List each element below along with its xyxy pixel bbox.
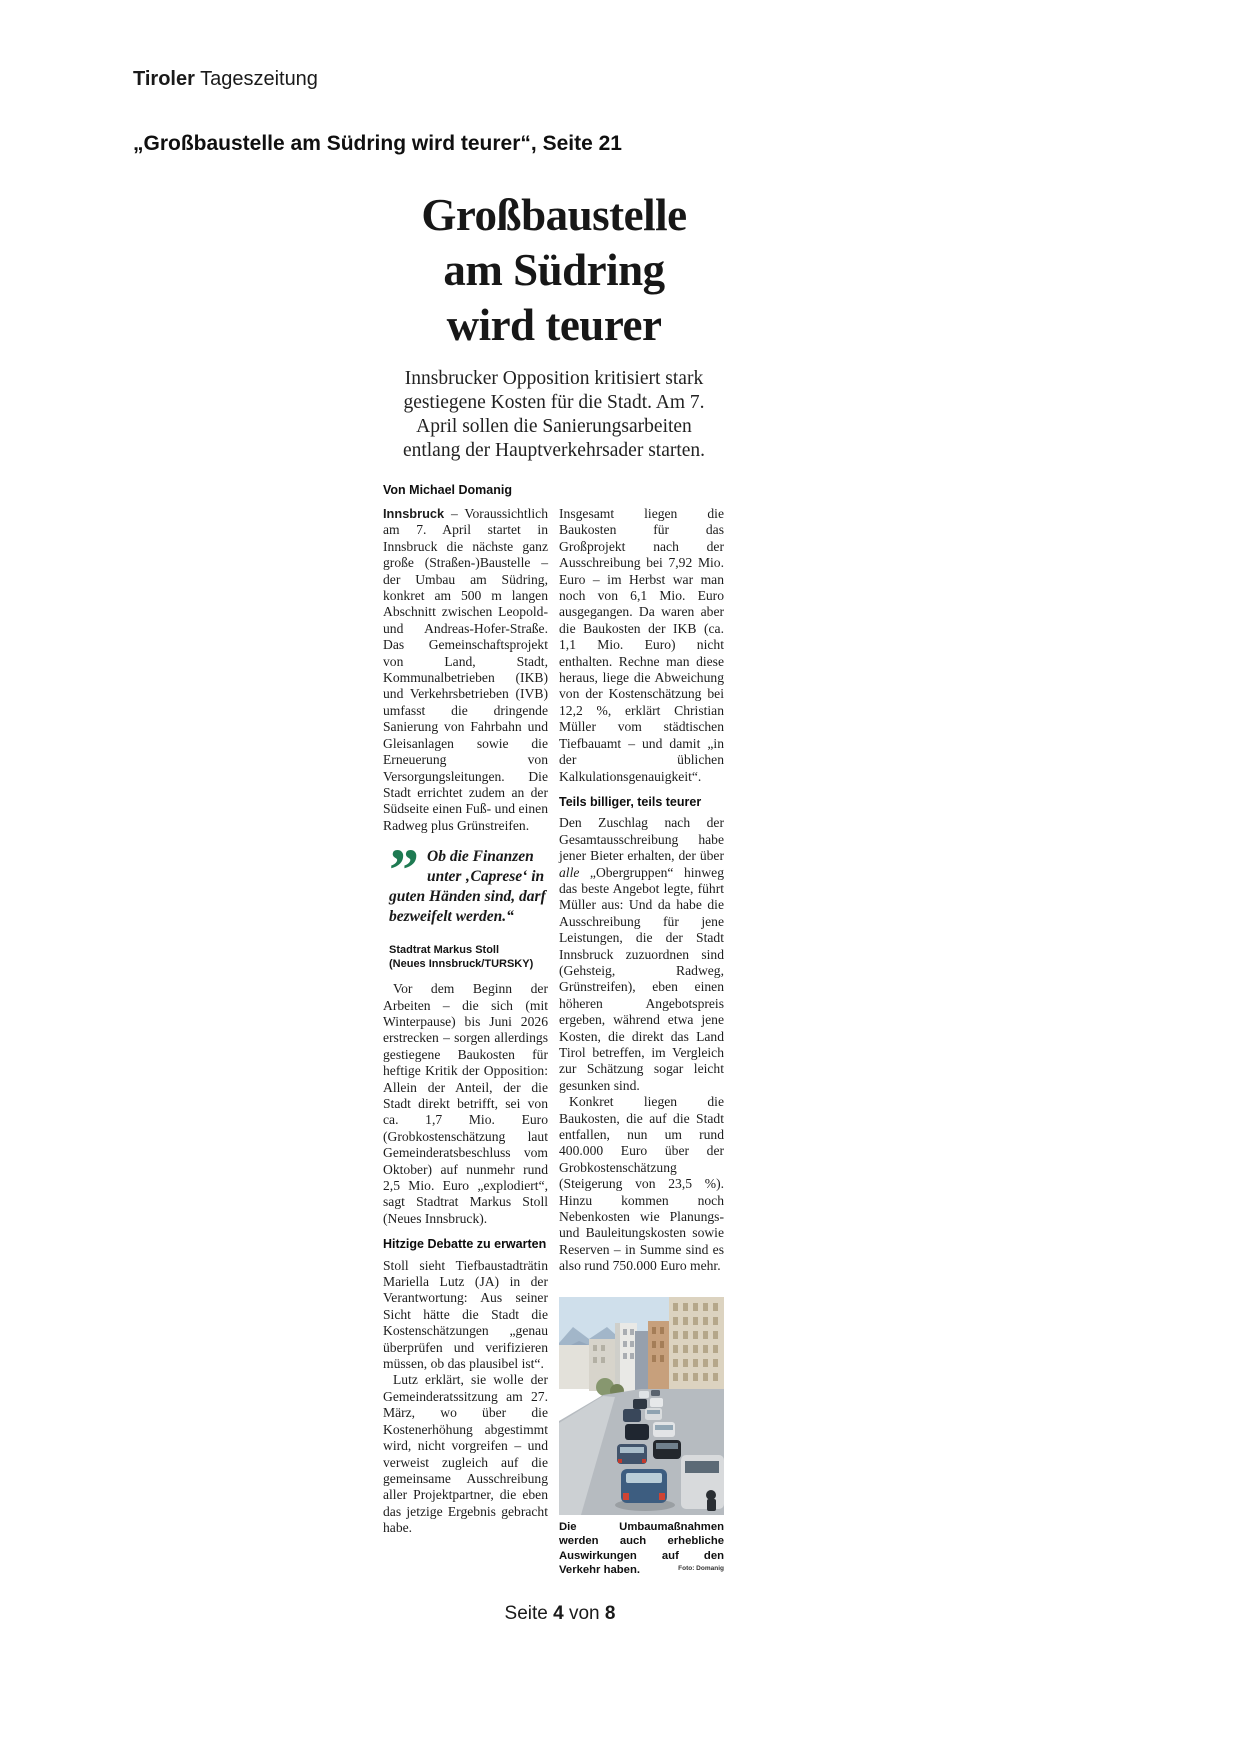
pull-quote-attribution-name: Stadtrat Markus Stoll: [389, 944, 500, 957]
body-paragraph: [559, 815, 724, 1094]
photo-credit: Foto: Domanig: [678, 1565, 724, 1573]
footer-label-page: Seite: [504, 1603, 548, 1624]
section-subhead-debatte: Hitzige Debatte zu erwarten: [383, 1237, 547, 1252]
pull-quote: [383, 837, 548, 971]
masthead-brand-rest: Tageszeitung: [194, 68, 318, 90]
clipping-title: „Großbaustelle am Südring wird teurer“, Seite 21: [133, 132, 622, 155]
photo-caption: [559, 1520, 724, 1578]
footer-label-of: von: [568, 1603, 605, 1624]
headline-line-2: am Südring: [443, 245, 665, 295]
page-footer: [0, 1603, 1120, 1625]
body-paragraph: Vor dem Beginn der Arbeiten – die sich (mit Winterpause) bis Juni 2026 erstrecken – sorgen allerdings gestiegene Baukosten für heftige Kritik der Opposition: Allein der Anteil, der die Stadt direkt betrifft, sei von ca. 1,7 Mio. Euro (Grobkostenschätzung laut Gemeinderatsbeschluss vom Oktober) auf nunmehr rund 2,5 Mio. Euro „explodiert“, sagt Stadtrat Markus Stoll (Neues Innsbruck).: [383, 981, 548, 1226]
photo-caption-text: Die Umbaumaßnahmen werden auch erhebliche Auswirkungen auf den Verkehr haben.: [559, 1520, 724, 1577]
pull-quote-attribution: [389, 943, 548, 971]
footer-page-total: 8: [604, 1603, 616, 1624]
masthead: [133, 68, 318, 91]
traffic-photo-graphic: [559, 1297, 724, 1515]
traffic-photo: [559, 1297, 724, 1515]
body-paragraph-italic: alle: [559, 864, 580, 880]
lead-paragraph: [383, 506, 548, 834]
pull-quote-attribution-org: (Neues Innsbruck/TURSKY): [389, 958, 534, 971]
article-columns: [383, 506, 725, 1578]
section-subhead-billiger: Teils billiger, teils teurer: [559, 794, 702, 809]
footer-page-current: 4: [553, 1603, 564, 1624]
body-paragraph: Stoll sieht Tiefbaustadträtin Mariella Lutz (JA) in der Verantwortung: Aus seiner Sicht hätte die Stadt die Kostenschätzungen „genau überprüfen und verifizieren müssen, ob das plausibel ist“.: [383, 1257, 548, 1372]
headline-line-3: wird teurer: [446, 300, 662, 350]
article-clipping: [383, 188, 725, 1578]
column-right: [559, 506, 724, 1578]
article-headline: [383, 188, 725, 353]
lead-paragraph-text: – Voraussichtlich am 7. April startet in Innsbruck die nächste ganz große (Straßen-)Baustelle – der Umbau am Südring, konkret am 500 m langen Abschnitt zwischen Leopold- und Andreas-Hofer-Straße. Das Gemeinschaftsprojekt von Land, Stadt, Kommunalbetrieben (IKB) und Verkehrsbetrieben (IVB) umfasst die dringende Sanierung von Fahrbahn und Gleisanlagen sowie die Erneuerung von Versorgungsleitungen. Die Stadt errichtet zudem an der Südseite einen Fuß- und einen Radweg plus Grünstreifen.: [383, 506, 548, 833]
body-paragraph: Lutz erklärt, sie wolle der Gemeinderatssitzung am 27. März, wo über die Kostenerhöhung abgestimmt wird, nicht vorgreifen – und verweist zugleich auf die gemeinsame Ausschreibung aller Projektpartner, die eben das jetzige Ergebnis gebracht habe.: [383, 1372, 548, 1536]
body-paragraph: Insgesamt liegen die Baukosten für das Großprojekt nach der Ausschreibung bei 7,92 Mio. Euro – im Herbst war man noch von 6,1 Mio. Euro ausgegangen. Da waren aber die Baukosten der IKB (ca. 1,1 Mio. Euro) nicht enthalten. Rechne man diese heraus, liege die Abweichung von der Kostenschätzung bei 12,2 %, erklärt Christian Müller vom städtischen Tiefbauamt – und damit „in der üblichen Kalkulationsgenauigkeit“.: [559, 506, 724, 784]
body-paragraph: Konkret liegen die Baukosten, die auf die Stadt entfallen, nun um rund 400.000 Euro über der Grobkostenschätzung (Steigerung von 23,5 %). Hinzu kommen noch Nebenkosten wie Planungs- und Bauleitungskosten sowie Reserven – in Summe sind es also rund 750.000 Euro mehr.: [559, 1094, 724, 1274]
lead-location: Innsbruck: [383, 506, 445, 521]
column-left: [383, 506, 548, 1578]
quote-marks-icon: ”: [389, 837, 419, 904]
body-paragraph-text: Den Zuschlag nach der Gesamtausschreibung habe jener Bieter erhalten, der über: [559, 815, 724, 864]
masthead-brand-bold: Tiroler: [133, 68, 195, 90]
article-standfirst: Innsbrucker Opposition kritisiert stark gestiegene Kosten für die Stadt. Am 7. April sollen die Sanierungsarbeiten entlang der Hauptverkehrsader starten.: [402, 368, 706, 461]
pull-quote-text: Ob die Finanzen unter ‚Caprese‘ in guten Händen sind, darf bezweifelt werden.“: [389, 848, 546, 926]
article-byline: Von Michael Domanig: [383, 483, 512, 497]
headline-line-1: Großbaustelle: [421, 190, 687, 240]
body-paragraph-text: „Obergruppen“ hinweg das beste Angebot legte, führt Müller aus: Und da habe die Ausschreibung für jene Leistungen, die der Stadt Innsbruck zuzuordnen sind (Gehsteig, Radweg, Grünstreifen), eben einen höheren Angebotspreis ergeben, während etwa jene Kosten, die direkt das Land Tirol betreffen, im Vergleich zur Schätzung sogar leicht gesunken sind.: [559, 864, 724, 1093]
